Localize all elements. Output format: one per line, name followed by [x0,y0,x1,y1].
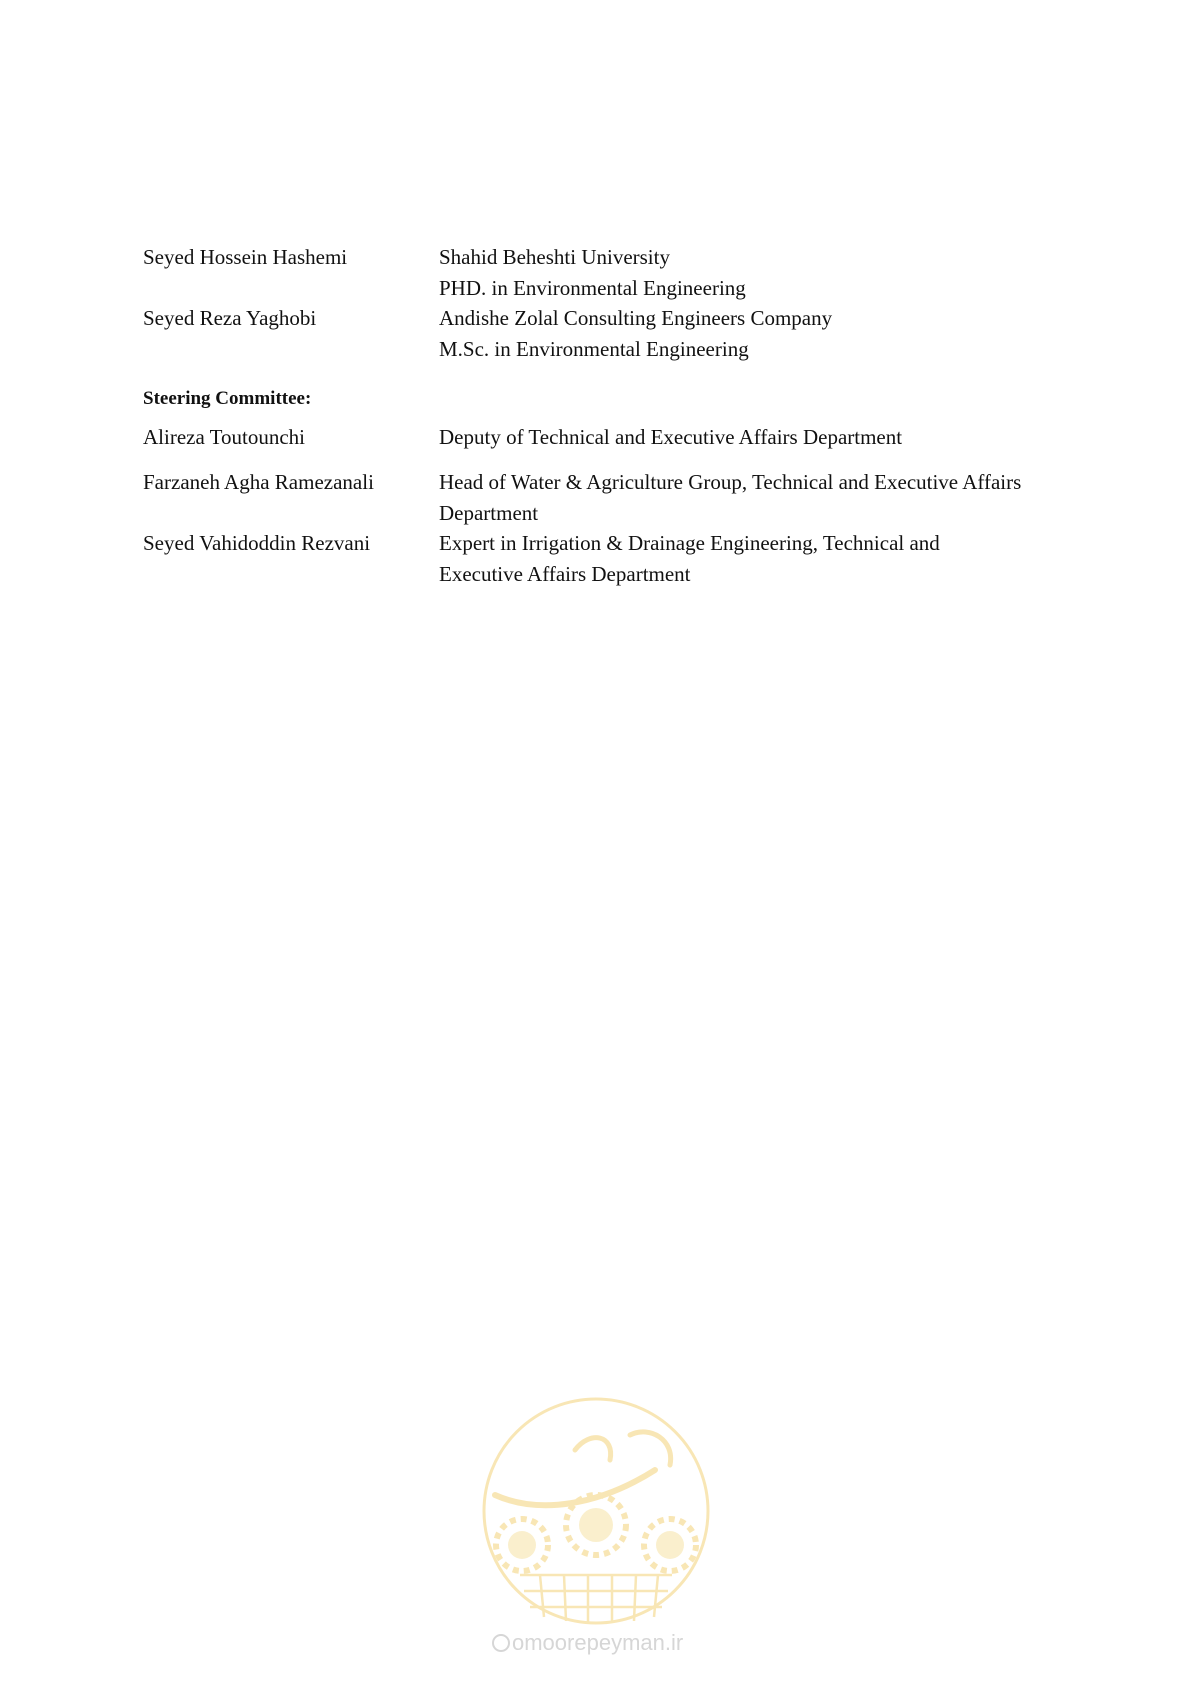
affiliation-line: Shahid Beheshti University [439,245,670,269]
affiliation-line: Andishe Zolal Consulting Engineers Company [439,306,833,330]
affiliation-line: M.Sc. in Environmental Engineering [439,336,749,361]
watermark-seal-icon [480,1395,712,1650]
member-role [439,467,1190,528]
role-line: Expert in Irrigation & Drainage Engineering, Technical and [439,531,940,555]
role-line: Head of Water & Agriculture Group, Technical and Executive Affairs [439,470,1022,494]
watermark-url-text: omoorepeyman.ir [512,1630,684,1655]
steering-committee-heading: Steering Committee: [143,388,312,409]
globe-icon [492,1634,510,1652]
watermark-url [492,1630,683,1656]
role-line: Executive Affairs Department [439,561,691,586]
author-name: Seyed Hossein Hashemi [143,245,348,269]
author-affiliation [439,242,1190,303]
member-name: Farzaneh Agha Ramezanali [143,470,374,494]
affiliation-line: PHD. in Environmental Engineering [439,275,746,300]
member-name: Seyed Vahidoddin Rezvani [143,531,371,555]
member-name: Alireza Toutounchi [143,425,306,449]
role-line: Department [439,500,539,525]
author-affiliation [439,303,1190,364]
member-role [439,422,1190,453]
author-name: Seyed Reza Yaghobi [143,306,317,330]
member-role [439,528,1190,589]
role-line: Deputy of Technical and Executive Affairs Department [439,425,903,449]
